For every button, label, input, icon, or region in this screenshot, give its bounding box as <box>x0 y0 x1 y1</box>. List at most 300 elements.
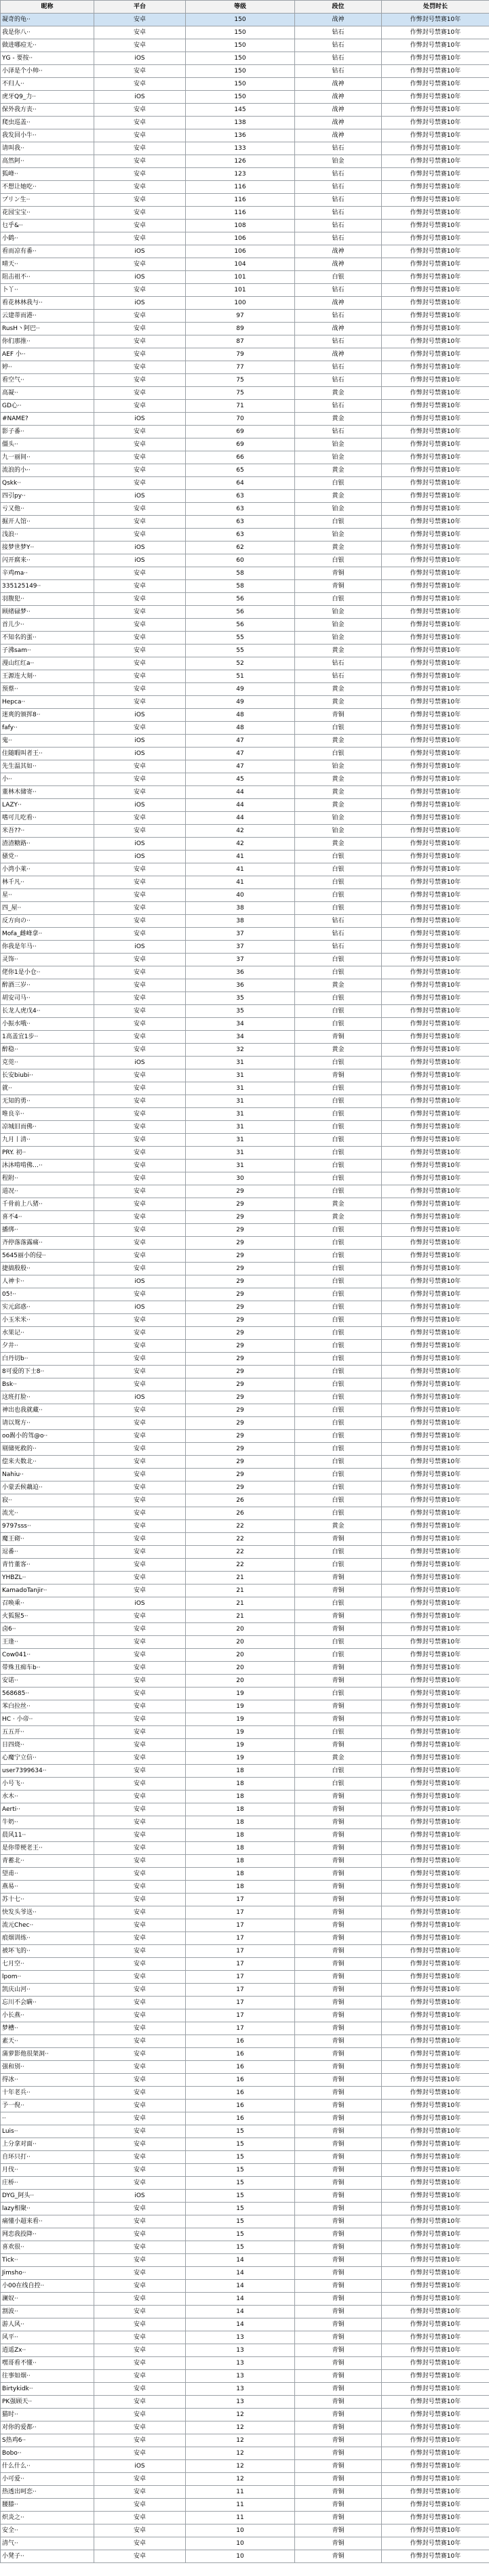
table-row[interactable] <box>1 2100 489 2112</box>
cell-nickname[interactable]: 自环只打·· <box>1 2151 94 2164</box>
table-row[interactable] <box>1 2022 489 2035</box>
cell-platform[interactable]: 安卓 <box>94 606 186 619</box>
cell-rank[interactable]: 青铜 <box>295 1945 382 1958</box>
cell-nickname[interactable]: 往事如烟·· <box>1 2370 94 2383</box>
cell-penalty[interactable]: 作弊封号禁赛10年 <box>382 1997 489 2009</box>
cell-level[interactable]: 133 <box>186 142 295 155</box>
cell-platform[interactable]: 安卓 <box>94 2486 186 2499</box>
cell-penalty[interactable]: 作弊封号禁赛10年 <box>382 400 489 413</box>
cell-penalty[interactable]: 作弊封号禁赛10年 <box>382 863 489 876</box>
cell-nickname[interactable]: RusH丶阿巴·· <box>1 323 94 335</box>
cell-nickname[interactable]: 喜欢很·· <box>1 2241 94 2254</box>
cell-platform[interactable]: 安卓 <box>94 516 186 529</box>
cell-nickname[interactable]: 长安biubi·· <box>1 1069 94 1082</box>
cell-penalty[interactable]: 作弊封号禁赛10年 <box>382 1263 489 1275</box>
cell-level[interactable]: 17 <box>186 2022 295 2035</box>
cell-nickname[interactable]: 长龙人虎戊4·· <box>1 1005 94 1018</box>
cell-rank[interactable]: 钻石 <box>295 220 382 232</box>
cell-penalty[interactable]: 作弊封号禁赛10年 <box>382 426 489 438</box>
cell-nickname[interactable]: 五五开·· <box>1 1726 94 1739</box>
cell-level[interactable]: 31 <box>186 1134 295 1147</box>
cell-platform[interactable]: 安卓 <box>94 2228 186 2241</box>
cell-level[interactable]: 31 <box>186 1069 295 1082</box>
table-row[interactable] <box>1 1919 489 1932</box>
cell-penalty[interactable]: 作弊封号禁赛10年 <box>382 1675 489 1688</box>
cell-rank[interactable]: 战神 <box>295 78 382 91</box>
table-row[interactable] <box>1 232 489 245</box>
cell-platform[interactable]: 安卓 <box>94 2306 186 2318</box>
cell-platform[interactable]: 安卓 <box>94 2293 186 2306</box>
cell-penalty[interactable]: 作弊封号禁赛10年 <box>382 1546 489 1559</box>
cell-platform[interactable]: 安卓 <box>94 1636 186 1649</box>
cell-nickname[interactable]: 小鹤·· <box>1 232 94 245</box>
table-row[interactable] <box>1 65 489 78</box>
table-row[interactable] <box>1 1018 489 1031</box>
table-row[interactable] <box>1 2177 489 2190</box>
table-row[interactable] <box>1 683 489 696</box>
cell-platform[interactable]: 安卓 <box>94 2550 186 2563</box>
cell-rank[interactable]: 白银 <box>295 1005 382 1018</box>
table-row[interactable] <box>1 954 489 966</box>
cell-level[interactable]: 38 <box>186 902 295 915</box>
cell-penalty[interactable]: 作弊封号禁赛10年 <box>382 2112 489 2125</box>
table-row[interactable] <box>1 748 489 760</box>
cell-level[interactable]: 13 <box>186 2331 295 2344</box>
table-row[interactable] <box>1 2125 489 2138</box>
cell-rank[interactable]: 白银 <box>295 1134 382 1147</box>
table-row[interactable] <box>1 1121 489 1134</box>
cell-platform[interactable]: 安卓 <box>94 1713 186 1726</box>
table-row[interactable] <box>1 722 489 735</box>
cell-platform[interactable]: 安卓 <box>94 1121 186 1134</box>
cell-penalty[interactable]: 作弊封号禁赛10年 <box>382 657 489 670</box>
cell-rank[interactable]: 青铜 <box>295 2190 382 2203</box>
cell-penalty[interactable]: 作弊封号禁赛10年 <box>382 580 489 593</box>
cell-penalty[interactable]: 作弊封号禁赛10年 <box>382 1559 489 1572</box>
cell-nickname[interactable]: 小号飞·· <box>1 1778 94 1791</box>
cell-platform[interactable]: 安卓 <box>94 773 186 786</box>
cell-nickname[interactable]: 小可爱·· <box>1 2473 94 2486</box>
cell-penalty[interactable]: 作弊封号禁赛10年 <box>382 1855 489 1868</box>
cell-penalty[interactable]: 作弊封号禁赛10年 <box>382 722 489 735</box>
cell-level[interactable]: 29 <box>186 1288 295 1301</box>
cell-rank[interactable]: 黄金 <box>295 490 382 503</box>
table-row[interactable] <box>1 2241 489 2254</box>
cell-nickname[interactable]: 凝奇的龟·· <box>1 14 94 26</box>
cell-penalty[interactable]: 作弊封号禁赛10年 <box>382 2177 489 2190</box>
cell-level[interactable]: 14 <box>186 2293 295 2306</box>
cell-level[interactable]: 13 <box>186 2370 295 2383</box>
cell-platform[interactable]: 安卓 <box>94 825 186 838</box>
cell-platform[interactable]: 安卓 <box>94 2434 186 2447</box>
table-row[interactable] <box>1 284 489 297</box>
cell-level[interactable]: 44 <box>186 786 295 799</box>
table-row[interactable] <box>1 1469 489 1481</box>
cell-rank[interactable]: 铂金 <box>295 760 382 773</box>
cell-nickname[interactable]: Birtykidk·· <box>1 2383 94 2396</box>
cell-platform[interactable]: 安卓 <box>94 529 186 541</box>
table-row[interactable] <box>1 670 489 683</box>
cell-penalty[interactable]: 作弊封号禁赛10年 <box>382 799 489 812</box>
table-row[interactable] <box>1 928 489 941</box>
table-row[interactable] <box>1 1237 489 1250</box>
cell-nickname[interactable]: 梦槽·· <box>1 2022 94 2035</box>
cell-nickname[interactable]: 神出也我就藏·· <box>1 1404 94 1417</box>
cell-level[interactable]: 20 <box>186 1649 295 1662</box>
cell-level[interactable]: 26 <box>186 1507 295 1520</box>
cell-penalty[interactable]: 作弊封号禁赛10年 <box>382 1095 489 1108</box>
cell-nickname[interactable]: 嗜可儿吃看·· <box>1 812 94 825</box>
cell-platform[interactable]: 安卓 <box>94 1739 186 1752</box>
cell-level[interactable]: 21 <box>186 1610 295 1623</box>
cell-nickname[interactable]: 醉酒三岁·· <box>1 979 94 992</box>
table-row[interactable] <box>1 1250 489 1263</box>
cell-platform[interactable]: 安卓 <box>94 2022 186 2035</box>
table-row[interactable] <box>1 889 489 902</box>
cell-nickname[interactable]: 漫山红红a·· <box>1 657 94 670</box>
cell-penalty[interactable]: 作弊封号禁赛10年 <box>382 1881 489 1894</box>
table-row[interactable] <box>1 1984 489 1997</box>
cell-platform[interactable]: 安卓 <box>94 1688 186 1700</box>
cell-penalty[interactable]: 作弊封号禁赛10年 <box>382 374 489 387</box>
cell-platform[interactable]: 安卓 <box>94 65 186 78</box>
cell-rank[interactable]: 战神 <box>295 323 382 335</box>
table-row[interactable] <box>1 1636 489 1649</box>
cell-nickname[interactable]: 十年老兵·· <box>1 2087 94 2100</box>
cell-penalty[interactable]: 作弊封号禁赛10年 <box>382 2009 489 2022</box>
cell-nickname[interactable]: 安全·· <box>1 2524 94 2537</box>
cell-platform[interactable]: 安卓 <box>94 1507 186 1520</box>
cell-penalty[interactable]: 作弊封号禁赛10年 <box>382 2074 489 2087</box>
cell-rank[interactable]: 青铜 <box>295 2100 382 2112</box>
cell-penalty[interactable]: 作弊封号禁赛10年 <box>382 2293 489 2306</box>
cell-level[interactable]: 18 <box>186 1868 295 1881</box>
cell-penalty[interactable]: 作弊封号禁赛10年 <box>382 503 489 516</box>
cell-level[interactable]: 38 <box>186 915 295 928</box>
cell-level[interactable]: 17 <box>186 1997 295 2009</box>
cell-penalty[interactable]: 作弊封号禁赛10年 <box>382 464 489 477</box>
table-row[interactable] <box>1 297 489 310</box>
cell-platform[interactable]: 安卓 <box>94 503 186 516</box>
cell-nickname[interactable]: 痕烟训练·· <box>1 1932 94 1945</box>
cell-level[interactable]: 56 <box>186 619 295 632</box>
table-row[interactable] <box>1 1610 489 1623</box>
cell-rank[interactable]: 青铜 <box>295 2293 382 2306</box>
cell-penalty[interactable]: 作弊封号禁赛10年 <box>382 696 489 709</box>
cell-level[interactable]: 29 <box>186 1263 295 1275</box>
cell-platform[interactable]: 安卓 <box>94 2409 186 2421</box>
cell-rank[interactable]: 钻石 <box>295 670 382 683</box>
cell-platform[interactable]: 安卓 <box>94 915 186 928</box>
cell-rank[interactable]: 青铜 <box>295 2486 382 2499</box>
cell-rank[interactable]: 白银 <box>295 1018 382 1031</box>
table-row[interactable] <box>1 2306 489 2318</box>
cell-nickname[interactable]: 佬你1是小仓·· <box>1 966 94 979</box>
table-row[interactable] <box>1 1791 489 1803</box>
cell-penalty[interactable]: 作弊封号禁赛10年 <box>382 1945 489 1958</box>
cell-level[interactable]: 16 <box>186 2074 295 2087</box>
table-row[interactable] <box>1 863 489 876</box>
cell-penalty[interactable]: 作弊封号禁赛10年 <box>382 26 489 39</box>
cell-nickname[interactable]: Luis·· <box>1 2125 94 2138</box>
table-row[interactable] <box>1 155 489 168</box>
cell-level[interactable]: 79 <box>186 348 295 361</box>
cell-rank[interactable]: 白银 <box>295 271 382 284</box>
cell-rank[interactable]: 白银 <box>295 902 382 915</box>
cell-platform[interactable]: 安卓 <box>94 1366 186 1378</box>
cell-nickname[interactable]: 小00在线自控·· <box>1 2280 94 2293</box>
cell-penalty[interactable]: 作弊封号禁赛10年 <box>382 155 489 168</box>
cell-level[interactable]: 138 <box>186 117 295 129</box>
cell-platform[interactable]: 安卓 <box>94 2074 186 2087</box>
cell-rank[interactable]: 钻石 <box>295 361 382 374</box>
table-row[interactable] <box>1 2370 489 2383</box>
cell-rank[interactable]: 铂金 <box>295 438 382 451</box>
cell-nickname[interactable]: 首儿少·· <box>1 619 94 632</box>
table-row[interactable] <box>1 2190 489 2203</box>
cell-penalty[interactable]: 作弊封号禁赛10年 <box>382 1378 489 1391</box>
cell-penalty[interactable]: 作弊封号禁赛10年 <box>382 1778 489 1791</box>
cell-penalty[interactable]: 作弊封号禁赛10年 <box>382 2100 489 2112</box>
cell-rank[interactable]: 铂金 <box>295 632 382 645</box>
cell-platform[interactable]: 安卓 <box>94 966 186 979</box>
cell-level[interactable]: 19 <box>186 1700 295 1713</box>
cell-rank[interactable]: 白银 <box>295 1121 382 1134</box>
cell-penalty[interactable]: 作弊封号禁赛10年 <box>382 387 489 400</box>
cell-nickname[interactable]: 凉城旧而佛·· <box>1 1121 94 1134</box>
cell-platform[interactable]: 安卓 <box>94 1327 186 1340</box>
cell-level[interactable]: 16 <box>186 2048 295 2061</box>
table-row[interactable] <box>1 1275 489 1288</box>
cell-level[interactable]: 11 <box>186 2499 295 2512</box>
cell-platform[interactable]: 安卓 <box>94 2048 186 2061</box>
cell-rank[interactable]: 青铜 <box>295 2138 382 2151</box>
cell-level[interactable]: 16 <box>186 2100 295 2112</box>
cell-platform[interactable]: 安卓 <box>94 2151 186 2164</box>
cell-penalty[interactable]: 作弊封号禁赛10年 <box>382 529 489 541</box>
cell-nickname[interactable]: 四_屋·· <box>1 902 94 915</box>
cell-platform[interactable]: 安卓 <box>94 1675 186 1688</box>
cell-platform[interactable]: 安卓 <box>94 232 186 245</box>
cell-penalty[interactable]: 作弊封号禁赛10年 <box>382 14 489 26</box>
table-row[interactable] <box>1 413 489 426</box>
cell-rank[interactable]: 青铜 <box>295 1675 382 1688</box>
cell-platform[interactable]: 安卓 <box>94 1559 186 1572</box>
table-row[interactable] <box>1 529 489 541</box>
cell-penalty[interactable]: 作弊封号禁赛10年 <box>382 1275 489 1288</box>
table-row[interactable] <box>1 464 489 477</box>
cell-rank[interactable]: 白银 <box>295 1391 382 1404</box>
table-row[interactable] <box>1 1997 489 2009</box>
table-row[interactable] <box>1 1894 489 1906</box>
cell-rank[interactable]: 青铜 <box>295 2177 382 2190</box>
table-row[interactable] <box>1 490 489 503</box>
cell-nickname[interactable]: 嘿哥看不懂·· <box>1 2357 94 2370</box>
cell-nickname[interactable]: 反方向の·· <box>1 915 94 928</box>
table-row[interactable] <box>1 2061 489 2074</box>
cell-rank[interactable]: 白银 <box>295 477 382 490</box>
table-row[interactable] <box>1 619 489 632</box>
cell-nickname[interactable]: PRY. 初·· <box>1 1147 94 1160</box>
cell-rank[interactable]: 白银 <box>295 1263 382 1275</box>
cell-nickname[interactable]: 婷·· <box>1 361 94 374</box>
cell-nickname[interactable]: 我是你八·· <box>1 26 94 39</box>
cell-level[interactable]: 100 <box>186 297 295 310</box>
table-row[interactable] <box>1 812 489 825</box>
cell-nickname[interactable]: 董林木储寄·· <box>1 786 94 799</box>
cell-rank[interactable]: 青铜 <box>295 2318 382 2331</box>
cell-penalty[interactable]: 作弊封号禁赛10年 <box>382 1018 489 1031</box>
cell-nickname[interactable]: 醉稳·· <box>1 1044 94 1057</box>
cell-platform[interactable]: iOS <box>94 297 186 310</box>
cell-platform[interactable]: 安卓 <box>94 1404 186 1417</box>
cell-nickname[interactable]: 寂·· <box>1 1494 94 1507</box>
cell-platform[interactable]: 安卓 <box>94 2215 186 2228</box>
cell-nickname[interactable]: 不知名的蛋·· <box>1 632 94 645</box>
cell-platform[interactable]: 安卓 <box>94 2138 186 2151</box>
table-row[interactable] <box>1 1778 489 1791</box>
cell-rank[interactable]: 黄金 <box>295 773 382 786</box>
cell-penalty[interactable]: 作弊封号禁赛10年 <box>382 915 489 928</box>
cell-nickname[interactable]: Bsk·· <box>1 1378 94 1391</box>
cell-rank[interactable]: 铂金 <box>295 812 382 825</box>
table-row[interactable] <box>1 1095 489 1108</box>
cell-level[interactable]: 63 <box>186 529 295 541</box>
cell-nickname[interactable]: 迷爽的颁挥8·· <box>1 709 94 722</box>
cell-rank[interactable]: 钻石 <box>295 39 382 52</box>
cell-rank[interactable]: 铂金 <box>295 451 382 464</box>
cell-penalty[interactable]: 作弊封号禁赛10年 <box>382 1121 489 1134</box>
cell-platform[interactable]: 安卓 <box>94 1803 186 1816</box>
cell-level[interactable]: 150 <box>186 14 295 26</box>
cell-rank[interactable]: 钻石 <box>295 941 382 954</box>
cell-rank[interactable]: 白银 <box>295 554 382 567</box>
cell-rank[interactable]: 青铜 <box>295 2035 382 2048</box>
cell-nickname[interactable]: 1高盖宜1步·· <box>1 1031 94 1044</box>
cell-level[interactable]: 58 <box>186 567 295 580</box>
cell-platform[interactable]: 安卓 <box>94 104 186 117</box>
cell-rank[interactable]: 青铜 <box>295 2228 382 2241</box>
cell-nickname[interactable]: Cow041·· <box>1 1649 94 1662</box>
cell-level[interactable]: 14 <box>186 2254 295 2267</box>
cell-penalty[interactable]: 作弊封号禁赛10年 <box>382 1803 489 1816</box>
table-row[interactable] <box>1 220 489 232</box>
cell-penalty[interactable]: 作弊封号禁赛10年 <box>382 1353 489 1366</box>
cell-platform[interactable]: iOS <box>94 735 186 748</box>
cell-platform[interactable]: 安卓 <box>94 284 186 297</box>
cell-penalty[interactable]: 作弊封号禁赛10年 <box>382 258 489 271</box>
cell-rank[interactable]: 黄金 <box>295 645 382 657</box>
cell-penalty[interactable]: 作弊封号禁赛10年 <box>382 1713 489 1726</box>
cell-platform[interactable]: 安卓 <box>94 1005 186 1018</box>
table-row[interactable] <box>1 258 489 271</box>
cell-nickname[interactable]: 请以鸳方·· <box>1 1417 94 1430</box>
cell-platform[interactable]: 安卓 <box>94 670 186 683</box>
table-row[interactable] <box>1 1147 489 1160</box>
cell-penalty[interactable]: 作弊封号禁赛10年 <box>382 1172 489 1185</box>
cell-penalty[interactable]: 作弊封号禁赛10年 <box>382 1520 489 1533</box>
cell-penalty[interactable]: 作弊封号禁赛10年 <box>382 1932 489 1945</box>
cell-nickname[interactable]: 胡安司马·· <box>1 992 94 1005</box>
cell-nickname[interactable]: 澜奴·· <box>1 2293 94 2306</box>
cell-nickname[interactable]: 千骨前上八猪·· <box>1 1198 94 1211</box>
cell-level[interactable]: 29 <box>186 1224 295 1237</box>
cell-nickname[interactable]: Tick·· <box>1 2254 94 2267</box>
cell-platform[interactable]: 安卓 <box>94 863 186 876</box>
cell-level[interactable]: 150 <box>186 65 295 78</box>
cell-nickname[interactable]: Qskk·· <box>1 477 94 490</box>
cell-penalty[interactable]: 作弊封号禁赛10年 <box>382 297 489 310</box>
cell-level[interactable]: 12 <box>186 2460 295 2473</box>
cell-platform[interactable]: 安卓 <box>94 2396 186 2409</box>
cell-rank[interactable]: 钻石 <box>295 52 382 65</box>
cell-level[interactable]: 31 <box>186 1082 295 1095</box>
cell-platform[interactable]: 安卓 <box>94 438 186 451</box>
cell-rank[interactable]: 白银 <box>295 992 382 1005</box>
cell-penalty[interactable]: 作弊封号禁赛10年 <box>382 245 489 258</box>
cell-nickname[interactable]: 我发回小牛·· <box>1 129 94 142</box>
cell-nickname[interactable]: Hepca·· <box>1 696 94 709</box>
cell-rank[interactable]: 青铜 <box>295 1868 382 1881</box>
cell-platform[interactable]: iOS <box>94 1057 186 1069</box>
cell-penalty[interactable]: 作弊封号禁赛10年 <box>382 1868 489 1881</box>
cell-rank[interactable]: 白银 <box>295 1340 382 1353</box>
table-row[interactable] <box>1 838 489 851</box>
cell-rank[interactable]: 黄金 <box>295 696 382 709</box>
cell-penalty[interactable]: 作弊封号禁赛10年 <box>382 1494 489 1507</box>
cell-platform[interactable]: 安卓 <box>94 2370 186 2383</box>
cell-nickname[interactable]: 狐峰·· <box>1 168 94 181</box>
cell-level[interactable]: 13 <box>186 2344 295 2357</box>
cell-nickname[interactable]: ·· <box>1 2112 94 2125</box>
cell-nickname[interactable]: 僵头·· <box>1 438 94 451</box>
cell-platform[interactable]: 安卓 <box>94 400 186 413</box>
cell-penalty[interactable]: 作弊封号禁赛10年 <box>382 645 489 657</box>
cell-nickname[interactable]: YG - 要按·· <box>1 52 94 65</box>
table-row[interactable] <box>1 1198 489 1211</box>
cell-rank[interactable]: 战神 <box>295 348 382 361</box>
cell-level[interactable]: 150 <box>186 78 295 91</box>
cell-rank[interactable]: 青铜 <box>295 1791 382 1803</box>
cell-level[interactable]: 18 <box>186 1803 295 1816</box>
cell-platform[interactable]: 安卓 <box>94 1224 186 1237</box>
cell-penalty[interactable]: 作弊封号禁赛10年 <box>382 2460 489 2473</box>
cell-platform[interactable]: 安卓 <box>94 696 186 709</box>
cell-level[interactable]: 87 <box>186 335 295 348</box>
cell-rank[interactable]: 黄金 <box>295 799 382 812</box>
cell-platform[interactable]: iOS <box>94 709 186 722</box>
cell-nickname[interactable]: 燕易·· <box>1 1881 94 1894</box>
table-row[interactable] <box>1 26 489 39</box>
cell-platform[interactable]: 安卓 <box>94 954 186 966</box>
cell-rank[interactable]: 白银 <box>295 1095 382 1108</box>
cell-penalty[interactable]: 作弊封号禁赛10年 <box>382 2331 489 2344</box>
cell-rank[interactable]: 黄金 <box>295 838 382 851</box>
cell-nickname[interactable]: 实元邱惑·· <box>1 1301 94 1314</box>
cell-level[interactable]: 14 <box>186 2318 295 2331</box>
cell-level[interactable]: 47 <box>186 735 295 748</box>
cell-rank[interactable]: 青铜 <box>295 709 382 722</box>
cell-penalty[interactable]: 作弊封号禁赛10年 <box>382 2434 489 2447</box>
table-row[interactable] <box>1 2151 489 2164</box>
cell-platform[interactable]: 安卓 <box>94 1095 186 1108</box>
cell-level[interactable]: 63 <box>186 503 295 516</box>
cell-rank[interactable]: 青铜 <box>295 2447 382 2460</box>
cell-platform[interactable]: 安卓 <box>94 1430 186 1443</box>
cell-nickname[interactable]: 335125149·· <box>1 580 94 593</box>
cell-penalty[interactable]: 作弊封号禁赛10年 <box>382 207 489 220</box>
cell-level[interactable]: 42 <box>186 838 295 851</box>
